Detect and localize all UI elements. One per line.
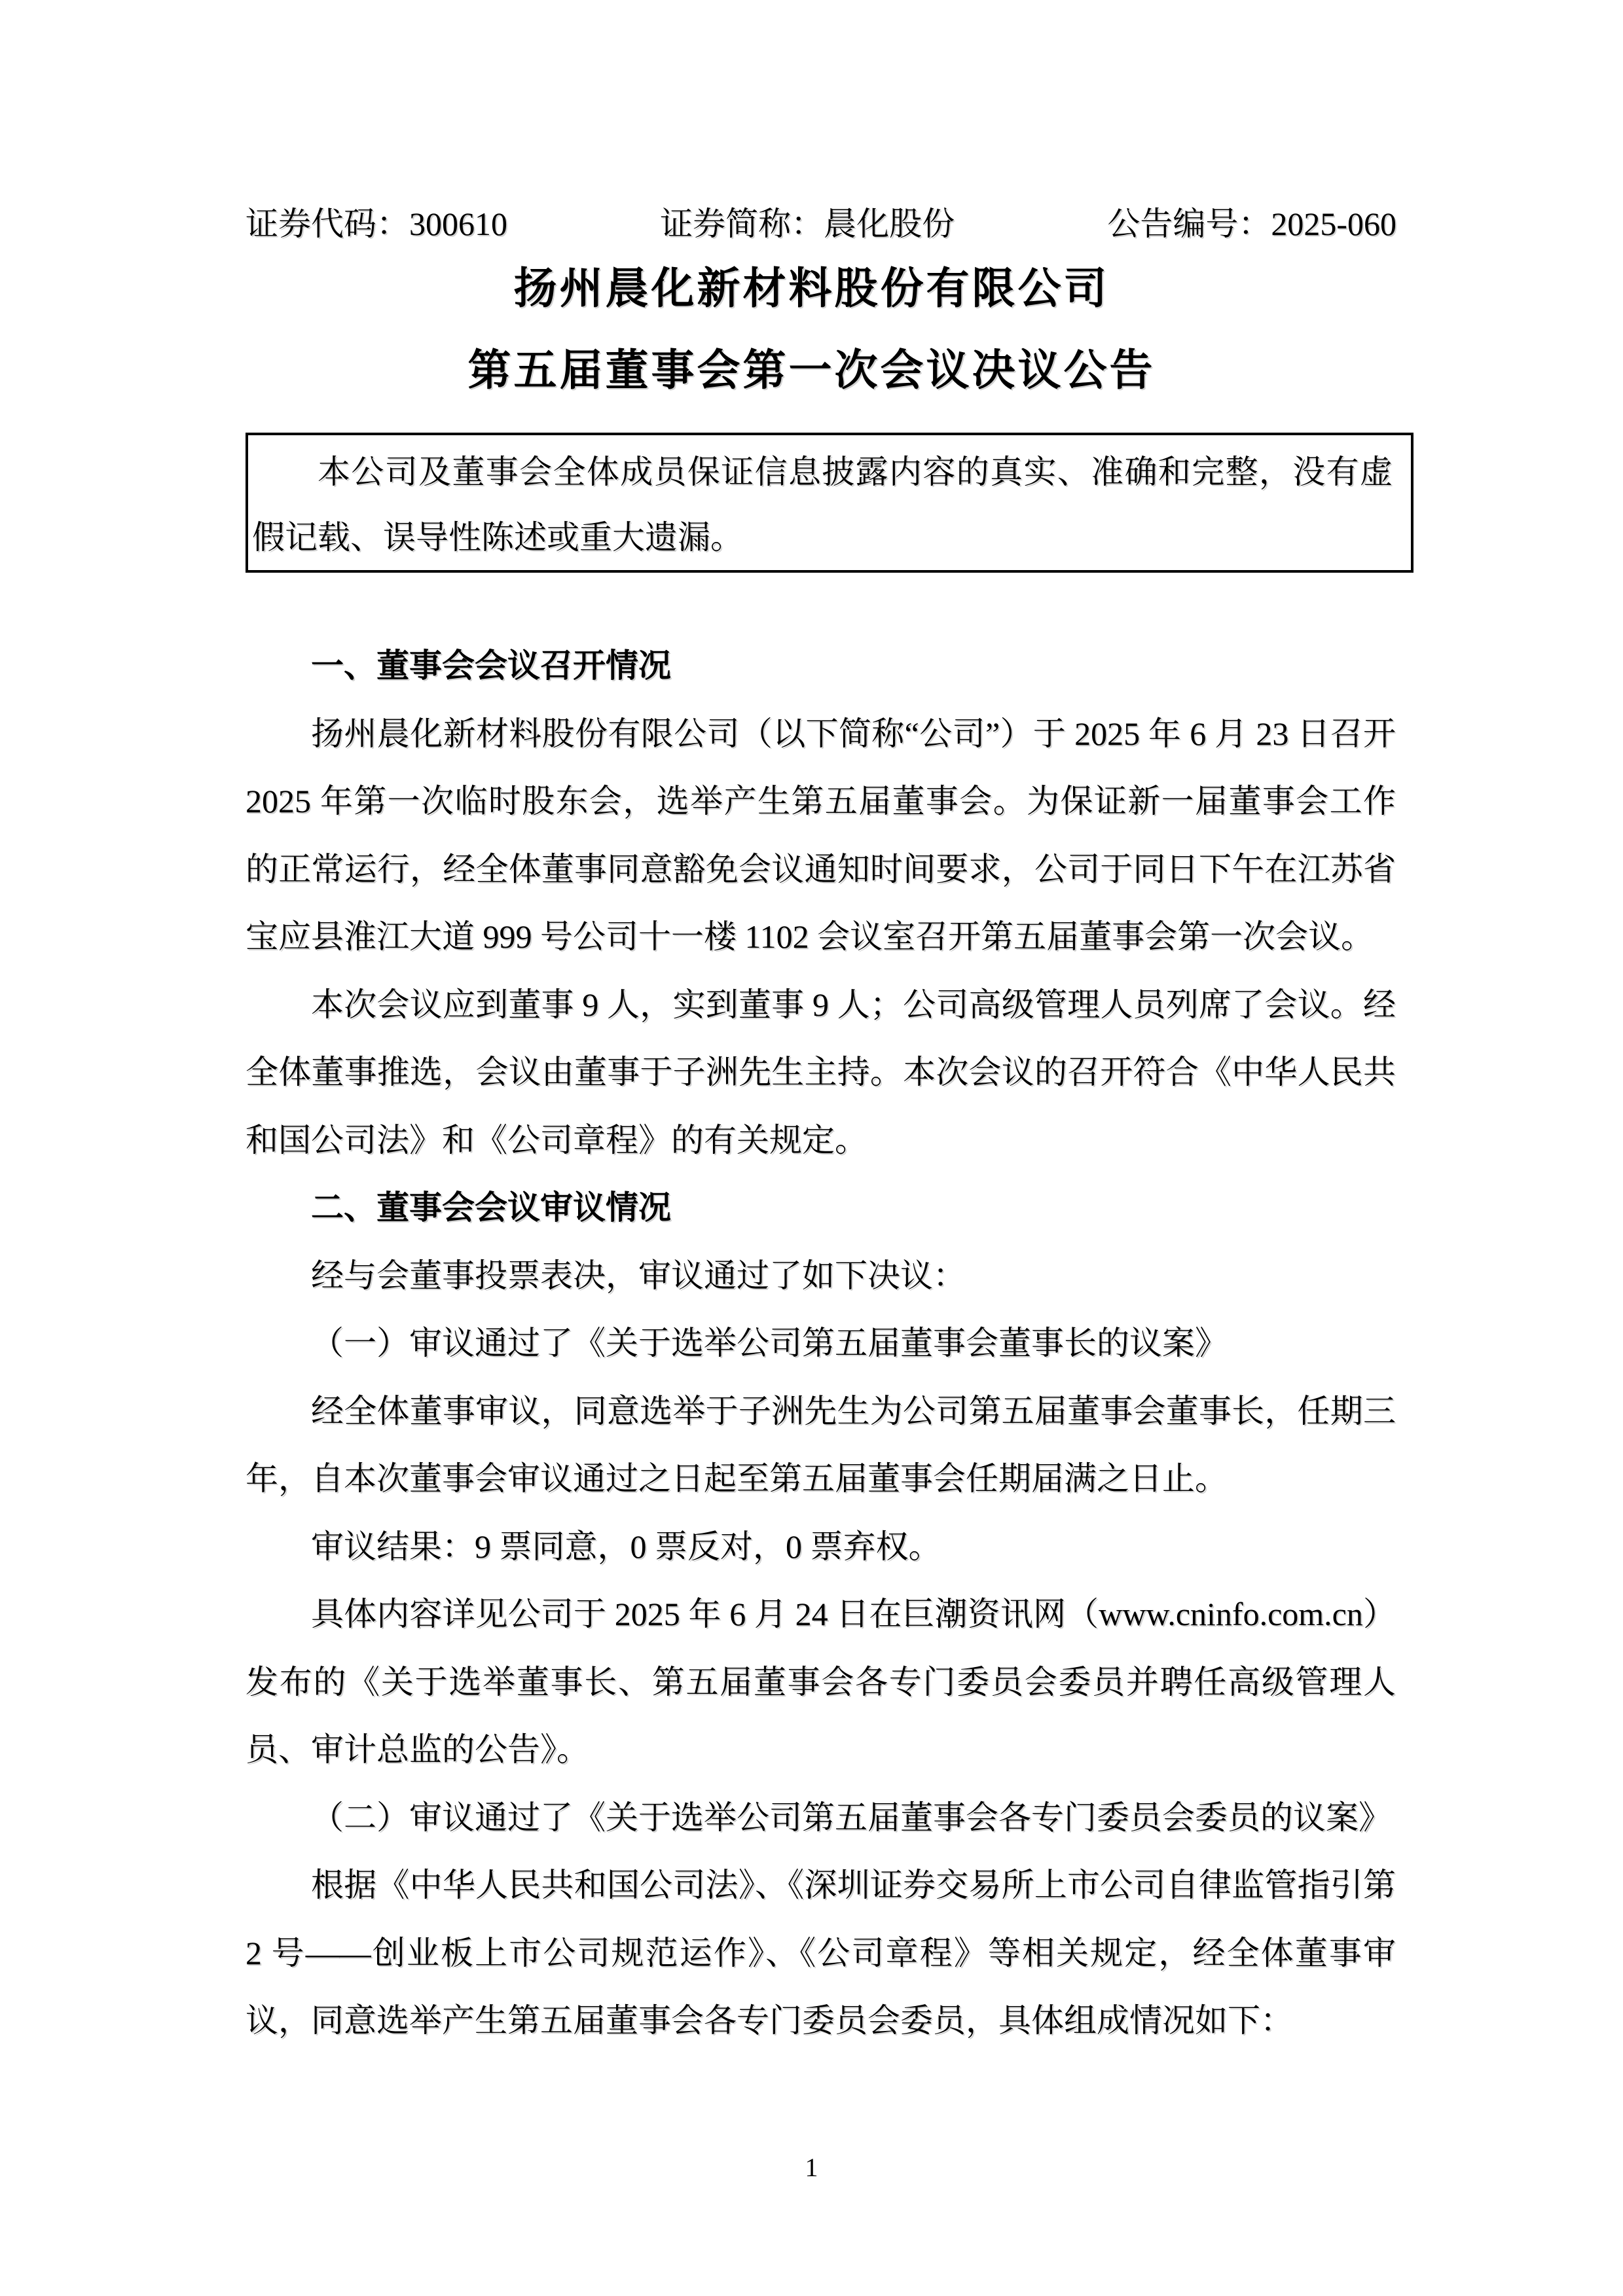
stock-abbr-label: 证券简称：晨化股份 — [660, 206, 955, 242]
document-header — [246, 204, 1396, 243]
section-2-paragraph-4: 审议结果：9 票同意，0 票反对，0 票弃权。 — [311, 1528, 941, 1565]
stock-code-label: 证券代码：300610 — [246, 206, 507, 242]
document-body — [246, 632, 1396, 2055]
section-2-paragraph-7: 根据《中华人民共和国公司法》、《深圳证券交易所上市公司自律监管指引第 2 号——创业板上市公司规范运作》、《公司章程》等相关规定，经全体董事审议，同意选举产生第五届董事会各专门委员会委员，具体组成情况如下： — [246, 1867, 1396, 2039]
section-1-paragraph-2: 本次会议应到董事 9 人，实到董事 9 人；公司高级管理人员列席了会议。经全体董事推选，会议由董事于子洲先生主持。本次会议的召开符合《中华人民共和国公司法》和《公司章程》的有关规定。 — [246, 986, 1396, 1158]
section-2-paragraph-1: 经与会董事投票表决，审议通过了如下决议： — [311, 1257, 966, 1294]
page-number: 1 — [805, 2153, 818, 2182]
company-name-title: 扬州晨化新材料股份有限公司 — [513, 265, 1110, 313]
section-2-paragraph-6: （二）审议通过了《关于选举公司第五届董事会各专门委员会委员的议案》 — [311, 1799, 1391, 1836]
announcement-number-label: 公告编号：2025-060 — [1107, 206, 1396, 242]
disclaimer-text: 本公司及董事会全体成员保证信息披露内容的真实、准确和完整，没有虚假记载、误导性陈述或重大遗漏。 — [252, 454, 1393, 556]
section-2-paragraph-3: 经全体董事审议，同意选举于子洲先生为公司第五届董事会董事长，任期三年，自本次董事会审议通过之日起至第五届董事会任期届满之日止。 — [246, 1392, 1396, 1497]
disclaimer-box — [246, 433, 1413, 573]
section-2-paragraph-5: 具体内容详见公司于 2025 年 6 月 24 日在巨潮资讯网（www.cninfo.com.cn）发布的《关于选举董事长、第五届董事会各专门委员会委员并聘任高级管理人员、审计总监的公告》。 — [246, 1596, 1396, 1768]
section-1-paragraph-1: 扬州晨化新材料股份有限公司（以下简称“公司”）于 2025 年 6 月 23 日召开 2025 年第一次临时股东会，选举产生第五届董事会。为保证新一届董事会工作的正常运行，经全体董事同意豁免会议通知时间要求，公司于同日下午在江苏省宝应县淮江大道 999 号公司十一楼 1102 会议室召开第五届董事会第一次会议。 — [246, 715, 1396, 955]
announcement-title: 第五届董事会第一次会议决议公告 — [467, 347, 1156, 395]
section-2-heading: 二、董事会会议审议情况 — [311, 1189, 671, 1226]
section-2-paragraph-2: （一）审议通过了《关于选举公司第五届董事会董事长的议案》 — [311, 1325, 1228, 1361]
section-1-heading: 一、董事会会议召开情况 — [311, 647, 671, 684]
